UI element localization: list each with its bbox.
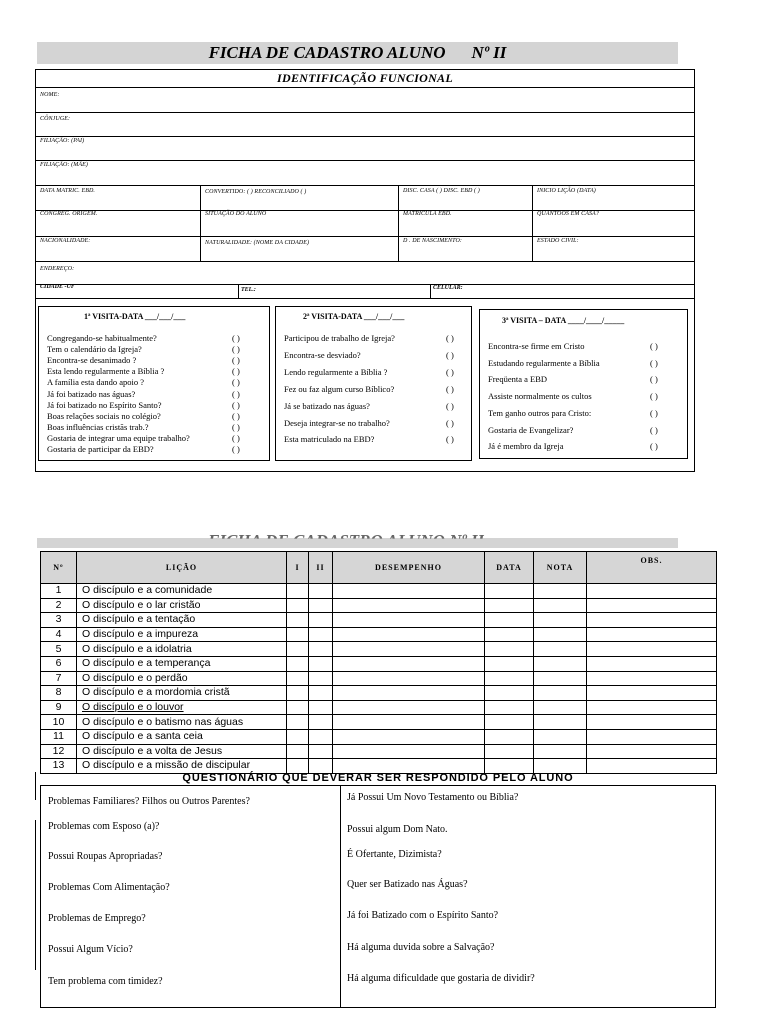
visit2-question: Já se batizado nas águas? <box>284 400 370 411</box>
visit1-question: Esta lendo regularmente a Bíblia ? <box>47 366 165 377</box>
lesson-title: O discípulo e o batismo nas águas <box>77 715 287 730</box>
table-row <box>41 686 717 701</box>
lesson-data-cell[interactable] <box>485 598 534 613</box>
lesson-title: O discípulo e a impureza <box>77 627 287 642</box>
visit1-checkbox[interactable]: ( ) <box>232 333 240 343</box>
visit1-checkbox[interactable]: ( ) <box>232 355 240 366</box>
rule <box>430 284 431 298</box>
question-left: Problemas com Esposo (a)? <box>48 821 160 832</box>
visit1-question: Congregando-se habitualmente? <box>47 333 157 343</box>
table-row <box>41 598 717 613</box>
lesson-nota-cell[interactable] <box>534 613 587 628</box>
rule <box>35 160 695 161</box>
lesson-obs-cell[interactable] <box>587 584 717 599</box>
rule <box>35 284 695 285</box>
lesson-title: O discípulo e a idolatria <box>77 642 287 657</box>
lesson-title: O discípulo e a volta de Jesus <box>77 744 287 759</box>
col-ii: II <box>309 552 333 584</box>
visit3-question: Encontra-se firme em Cristo <box>488 341 585 351</box>
form1-title-text: FICHA DE CADASTRO ALUNO <box>208 43 446 62</box>
col-num: Nº <box>41 552 77 584</box>
visit2-question: Encontra-se desviado? <box>284 349 361 360</box>
visit1-checkbox[interactable]: ( ) <box>232 388 240 399</box>
filiacao-mae-label: FILIAÇÃO: (MÃE) <box>40 162 88 168</box>
lesson-number: 12 <box>41 744 77 759</box>
visit3-question: Freqüenta a EBD <box>488 374 548 385</box>
lesson-ii-cell[interactable] <box>309 642 333 657</box>
lesson-data-cell[interactable] <box>485 686 534 701</box>
lesson-desempenho-cell[interactable] <box>333 671 485 686</box>
rule <box>35 185 695 186</box>
table-row <box>41 656 717 671</box>
table-row <box>41 700 717 715</box>
lesson-ii-cell[interactable] <box>309 671 333 686</box>
lesson-ii-cell[interactable] <box>309 656 333 671</box>
lesson-obs-cell[interactable] <box>587 686 717 701</box>
visit1-question: Gostaria de integrar uma equipe trabalho? <box>47 432 190 443</box>
question-left: Problemas Familiares? Filhos ou Outros Parentes? <box>48 796 250 807</box>
lesson-ii-cell[interactable] <box>309 584 333 599</box>
form1-title-number: Nº II <box>471 43 507 62</box>
situacao-label: SITUAÇÃO DO ALUNO <box>205 211 267 217</box>
lesson-i-cell[interactable] <box>287 686 309 701</box>
visit1-checkbox[interactable]: ( ) <box>232 377 240 388</box>
rule <box>35 261 695 262</box>
question-left: Possui Roupas Apropriadas? <box>48 851 163 862</box>
rule <box>35 87 695 88</box>
rule <box>35 298 695 299</box>
lessons-header-row <box>41 552 717 584</box>
inicio-licao-label: INICIO LIÇÃO (DATA) <box>537 188 596 194</box>
table-row <box>41 729 717 744</box>
visit2-question: Lendo regularmente a Bíblia ? <box>284 366 388 377</box>
visit1-question: Encontra-se desanimado ? <box>47 355 137 366</box>
visit3-checkbox[interactable]: ( ) <box>650 357 658 368</box>
table-row <box>41 613 717 628</box>
nacionalidade-label: NACIONALIDADE: <box>40 238 91 244</box>
lesson-number: 9 <box>41 700 77 715</box>
lesson-data-cell[interactable] <box>485 613 534 628</box>
visit3-checkbox[interactable]: ( ) <box>650 441 658 452</box>
filiacao-pai-label: FILIAÇÃO: (PAI) <box>40 138 85 144</box>
lesson-obs-cell[interactable] <box>587 700 717 715</box>
naturalidade-label: NATURALIDADE: (NOME DA CIDADE) <box>205 240 310 246</box>
lesson-obs-cell[interactable] <box>587 598 717 613</box>
visit2-question: Participou de trabalho de Igreja? <box>284 333 395 343</box>
lesson-number: 7 <box>41 671 77 686</box>
question-left: Problemas Com Alimentação? <box>48 882 170 893</box>
lesson-desempenho-cell[interactable] <box>333 613 485 628</box>
lesson-desempenho-cell[interactable] <box>333 686 485 701</box>
celular-label: CELULAR: <box>433 285 463 291</box>
lesson-title: O discípulo e a missão de discipular <box>77 759 287 774</box>
conjuge-label: CÔNJUGE: <box>40 116 71 122</box>
rule <box>200 185 201 261</box>
visit2-checkbox[interactable]: ( ) <box>446 417 454 428</box>
convertido-label: CONVERTIDO: ( ) RECONCILIADO ( ) <box>205 189 307 195</box>
lesson-title: O discípulo e a tentação <box>77 613 287 628</box>
question-right: Há alguma duvida sobre a Salvação? <box>347 942 495 953</box>
visit1-checkbox[interactable]: ( ) <box>232 410 240 421</box>
lesson-nota-cell[interactable] <box>534 715 587 730</box>
visit2-checkbox[interactable]: ( ) <box>446 349 454 360</box>
lesson-number: 5 <box>41 642 77 657</box>
questionnaire-divider <box>340 785 341 1008</box>
lesson-i-cell[interactable] <box>287 729 309 744</box>
visit1-question: Gostaria de participar da EBD? <box>47 444 154 454</box>
col-desempenho: DESEMPENHO <box>333 552 485 584</box>
lesson-obs-cell[interactable] <box>587 744 717 759</box>
left-bracket <box>35 820 36 970</box>
data-matric-label: DATA MATRIC. EBD. <box>40 188 96 194</box>
visit1-question: Já foi batizado nas águas? <box>47 388 136 399</box>
rule <box>35 136 695 137</box>
rule <box>532 185 533 261</box>
lesson-ii-cell[interactable] <box>309 686 333 701</box>
visit2-checkbox[interactable]: ( ) <box>446 333 454 343</box>
lesson-desempenho-cell[interactable] <box>333 700 485 715</box>
visit1-checkbox[interactable]: ( ) <box>232 421 240 432</box>
lesson-number: 3 <box>41 613 77 628</box>
lesson-nota-cell[interactable] <box>534 584 587 599</box>
lesson-number: 10 <box>41 715 77 730</box>
table-row <box>41 671 717 686</box>
visit3-question: Tem ganho outros para Cristo: <box>488 407 592 418</box>
lesson-data-cell[interactable] <box>485 700 534 715</box>
lesson-nota-cell[interactable] <box>534 642 587 657</box>
lesson-i-cell[interactable] <box>287 627 309 642</box>
question-left: Problemas de Emprego? <box>48 913 146 924</box>
lesson-i-cell[interactable] <box>287 642 309 657</box>
lesson-ii-cell[interactable] <box>309 715 333 730</box>
table-row <box>41 744 717 759</box>
visit1-question: Já foi batizado no Espírito Santo? <box>47 399 162 410</box>
col-nota: NOTA <box>534 552 587 584</box>
lesson-desempenho-cell[interactable] <box>333 598 485 613</box>
visit1-question: A família esta dando apoio ? <box>47 377 145 388</box>
visit1-question: Boas relações sociais no colégio? <box>47 410 161 421</box>
visit2-checkbox[interactable]: ( ) <box>446 400 454 411</box>
table-row <box>41 584 717 599</box>
visit3-question: Já é membro da Igreja <box>488 441 564 452</box>
visit3-question: Gostaria de Evangelizar? <box>488 424 574 435</box>
disc-casa-label: DISC. CASA ( ) DISC. EBD ( ) <box>403 188 480 194</box>
lesson-number: 11 <box>41 729 77 744</box>
lesson-data-cell[interactable] <box>485 671 534 686</box>
lesson-nota-cell[interactable] <box>534 671 587 686</box>
lesson-data-cell[interactable] <box>485 656 534 671</box>
visit1-checkbox[interactable]: ( ) <box>232 432 240 443</box>
nome-label: NOME: <box>40 92 60 98</box>
lesson-title: O discípulo e o lar cristão <box>77 598 287 613</box>
visit3-checkbox[interactable]: ( ) <box>650 341 658 351</box>
lesson-number: 4 <box>41 627 77 642</box>
col-licao: LIÇÃO <box>77 552 287 584</box>
lesson-desempenho-cell[interactable] <box>333 627 485 642</box>
lessons-table <box>40 551 717 774</box>
lesson-ii-cell[interactable] <box>309 598 333 613</box>
lesson-i-cell[interactable] <box>287 715 309 730</box>
question-left: Possui Algum Vício? <box>48 944 133 955</box>
estado-civil-label: ESTADO CIVIL: <box>537 238 579 244</box>
lesson-desempenho-cell[interactable] <box>333 584 485 599</box>
table-row <box>41 642 717 657</box>
lesson-nota-cell[interactable] <box>534 656 587 671</box>
lesson-ii-cell[interactable] <box>309 627 333 642</box>
lesson-desempenho-cell[interactable] <box>333 656 485 671</box>
lesson-nota-cell[interactable] <box>534 627 587 642</box>
lesson-obs-cell[interactable] <box>587 715 717 730</box>
question-right: É Ofertante, Dizimista? <box>347 849 442 860</box>
lesson-nota-cell[interactable] <box>534 744 587 759</box>
rule <box>398 185 399 261</box>
lesson-i-cell[interactable] <box>287 656 309 671</box>
tel-label: TEL.: <box>241 287 256 293</box>
rule <box>238 284 239 298</box>
lesson-number: 1 <box>41 584 77 599</box>
lesson-data-cell[interactable] <box>485 627 534 642</box>
col-i: I <box>287 552 309 584</box>
question-right: Quer ser Batizado nas Águas? <box>347 879 468 890</box>
visit2-question: Esta matriculado na EBD? <box>284 434 375 445</box>
lesson-data-cell[interactable] <box>485 729 534 744</box>
lesson-nota-cell[interactable] <box>534 700 587 715</box>
lesson-obs-cell[interactable] <box>587 656 717 671</box>
visit2-title: 2ª VISITA-DATA ___/___/___ <box>303 312 405 321</box>
lesson-title: O discípulo e o perdão <box>77 671 287 686</box>
visit1-question: Tem o calendário da Igreja? <box>47 344 142 355</box>
lesson-nota-cell[interactable] <box>534 598 587 613</box>
lesson-title: O discípulo e o louvor <box>77 700 287 715</box>
visit1-checkbox[interactable]: ( ) <box>232 444 240 454</box>
lesson-number: 6 <box>41 656 77 671</box>
lesson-number: 2 <box>41 598 77 613</box>
lesson-ii-cell[interactable] <box>309 700 333 715</box>
lesson-obs-cell[interactable] <box>587 671 717 686</box>
lesson-number: 8 <box>41 686 77 701</box>
visit1-title: 1ª VISITA-DATA ___/___/___ <box>84 312 186 321</box>
visit3-question: Estudando regularmente a Bíblia <box>488 357 600 368</box>
lesson-i-cell[interactable] <box>287 598 309 613</box>
visit3-checkbox[interactable]: ( ) <box>650 424 658 435</box>
lesson-i-cell[interactable] <box>287 744 309 759</box>
lesson-title: O discípulo e a temperança <box>77 656 287 671</box>
lessons-body <box>41 584 717 774</box>
lesson-obs-cell[interactable] <box>587 729 717 744</box>
visit2-question: Fez ou faz algum curso Bíblico? <box>284 383 395 394</box>
visit2-question: Deseja integrar-se no trabalho? <box>284 417 390 428</box>
table-row <box>41 715 717 730</box>
lesson-i-cell[interactable] <box>287 613 309 628</box>
cidade-label: CIDADE -UF <box>40 284 75 290</box>
lesson-title: O discípulo e a mordomia cristã <box>77 686 287 701</box>
question-right: Já Possui Um Novo Testamento ou Bíblia? <box>347 792 519 803</box>
visit1-checkbox[interactable]: ( ) <box>232 344 240 355</box>
lesson-desempenho-cell[interactable] <box>333 642 485 657</box>
lesson-nota-cell[interactable] <box>534 729 587 744</box>
endereco-label: ENDEREÇO: <box>40 266 75 272</box>
visit3-title: 3ª VISITA – DATA ____/____/_____ <box>502 316 625 325</box>
table-row <box>41 627 717 642</box>
lesson-number: 13 <box>41 759 77 774</box>
lesson-i-cell[interactable] <box>287 584 309 599</box>
lesson-desempenho-cell[interactable] <box>333 729 485 744</box>
question-right: Há alguma dificuldade que gostaria de dividir? <box>347 973 535 984</box>
rule <box>35 112 695 113</box>
rule <box>35 236 695 237</box>
visit1-checkbox[interactable]: ( ) <box>232 399 240 410</box>
lesson-ii-cell[interactable] <box>309 744 333 759</box>
lesson-obs-cell[interactable] <box>587 613 717 628</box>
lesson-nota-cell[interactable] <box>534 686 587 701</box>
lesson-i-cell[interactable] <box>287 700 309 715</box>
lesson-obs-cell[interactable] <box>587 627 717 642</box>
congreg-label: CONGREG. ORIGEM. <box>40 211 98 217</box>
lesson-desempenho-cell[interactable] <box>333 744 485 759</box>
nascimento-label: D . DE NASCIMENTO: <box>403 238 463 244</box>
question-left: Tem problema com timidez? <box>48 976 163 987</box>
lesson-obs-cell[interactable] <box>587 642 717 657</box>
visit1-question: Boas influências cristãs trab.? <box>47 421 149 432</box>
visit3-checkbox[interactable]: ( ) <box>650 391 658 402</box>
question-right: Possui algum Dom Nato. <box>347 824 448 835</box>
lesson-data-cell[interactable] <box>485 744 534 759</box>
lesson-data-cell[interactable] <box>485 715 534 730</box>
visit3-checkbox[interactable]: ( ) <box>650 407 658 418</box>
question-right: Já foi Batizado com o Espírito Santo? <box>347 910 499 921</box>
lesson-data-cell[interactable] <box>485 584 534 599</box>
visit2-checkbox[interactable]: ( ) <box>446 434 454 445</box>
left-bracket <box>35 772 36 800</box>
lesson-desempenho-cell[interactable] <box>333 715 485 730</box>
lesson-ii-cell[interactable] <box>309 729 333 744</box>
visit2-checkbox[interactable]: ( ) <box>446 366 454 377</box>
lesson-title: O discípulo e a santa ceia <box>77 729 287 744</box>
lesson-title: O discípulo e a comunidade <box>77 584 287 599</box>
visit1-checkbox[interactable]: ( ) <box>232 366 240 377</box>
visit3-question: Assiste normalmente os cultos <box>488 391 592 402</box>
visit2-checkbox[interactable]: ( ) <box>446 383 454 394</box>
matricula-label: MATRICULA EBD. <box>403 211 452 217</box>
identification-header: IDENTIFICAÇÃO FUNCIONAL <box>277 71 453 85</box>
visit3-checkbox[interactable]: ( ) <box>650 374 658 385</box>
lesson-ii-cell[interactable] <box>309 613 333 628</box>
col-data: DATA <box>485 552 534 584</box>
lesson-data-cell[interactable] <box>485 642 534 657</box>
questionnaire-header: QUESTIONÁRIO QUE DEVERAR SER RESPONDIDO PELO ALUNO <box>182 772 574 784</box>
quantos-casa-label: QUANTOOS EM CASA? <box>537 211 599 217</box>
lesson-i-cell[interactable] <box>287 671 309 686</box>
form1-title <box>37 43 678 63</box>
col-obs: OBS. <box>587 552 717 584</box>
form2-title-bar <box>37 538 678 548</box>
